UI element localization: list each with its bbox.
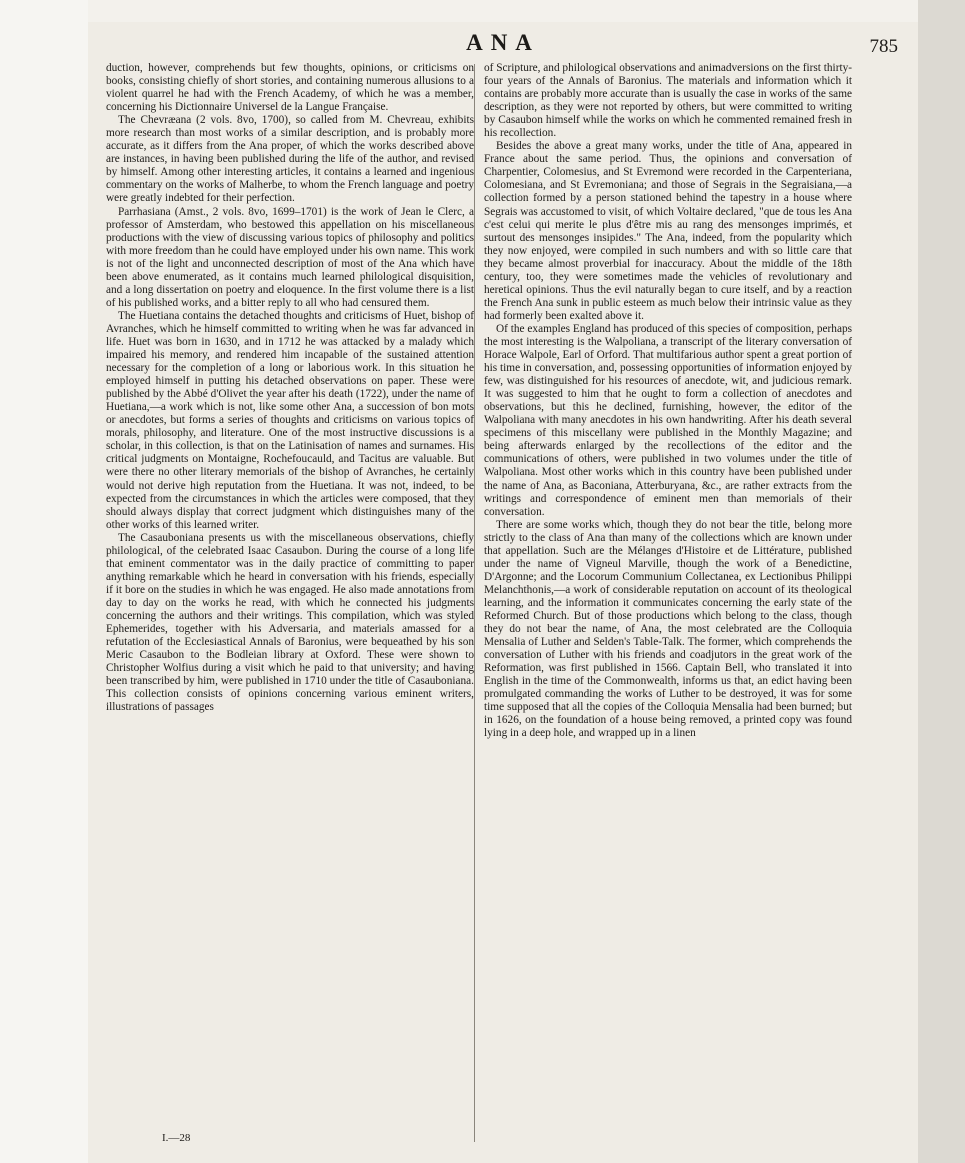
running-head-title: ANA: [466, 30, 540, 55]
paragraph: Parrhasiana (Amst., 2 vols. 8vo, 1699–1701) is the work of Jean le Clerc, a professor of Amsterdam, who bestowed this appellation on his miscellaneous productions with the view of discussing various topics of philosophy and politics with more freedom than he could have employed under his own name. This work is not of the light and unconnected description of most of the Ana which have been above enumerated, as it contains much learned philological disquisition, and a long dissertation on poetry and eloquence. In the first volume there is a list of his published works, and a bitter reply to all who had censured them.: [106, 205, 474, 309]
page-number: 785: [869, 36, 898, 57]
signature-mark: I.—28: [162, 1132, 191, 1144]
paragraph: The Casauboniana presents us with the miscellaneous observations, chiefly philological, of the celebrated Isaac Casaubon. During the course of a long life that eminent commentator was in the daily practice of committing to paper anything remarkable which he heard in conversation with his friends, especially if it bore on the studies in which he was engaged. He also made annotations from day to day on the works he read, with which he connected his judgments concerning the authors and their writings. This compilation, which was styled Ephemerides, together with his Adversaria, and materials amassed for a refutation of the Ecclesiastical Annals of Baronius, were bequeathed by his son Meric Casaubon to the Bodleian library at Oxford. These were shown to Christopher Wolfius during a visit which he paid to that university; and having been transcribed by him, were published in 1710 under the title of Casauboniana. This collection consists of opinions concerning various eminent writers, illustrations of passages: [106, 531, 474, 714]
right-column: [484, 62, 852, 740]
paragraph: Besides the above a great many works, under the title of Ana, appeared in France about the same period. Thus, the opinions and conversation of Charpentier, Colomesius, and St Evremond were recorded in the Carpenteriana, Colomesiana, and St Evremoniana; and those of Segrais in the Segraisiana,—a collection formed by a person stationed behind the tapestry in a house where Segrais was accustomed to visit, of which Voltaire declared, "que de tous les Ana c'est celui qui merite le plus d'être mis au rang des mensonges imprimés, et surtout des mensonges insipides." The Ana, indeed, from the popularity which they now enjoyed, were compiled in such numbers and with so little care that they became almost proverbial for inaccuracy. About the middle of the 18th century, too, they were sometimes made the vehicles of revolutionary and heretical opinions. Thus the evil naturally began to cure itself, and by a reaction the French Ana sunk in public esteem as much below their intrinsic value as they had formerly been exalted above it.: [484, 140, 852, 322]
paragraph: The Huetiana contains the detached thoughts and criticisms of Huet, bishop of Avranches, which he himself committed to writing when he was far advanced in life. Huet was born in 1630, and in 1712 he was attacked by a malady which impaired his memory, and rendered him incapable of the sustained attention necessary for the completion of a long or laborious work. In this situation he employed himself in putting his detached observations on paper. These were published by the Abbé d'Olivet the year after his death (1722), under the name of Huetiana,—a work which is not, like some other Ana, a succession of bon mots or anecdotes, but forms a series of thoughts and criticisms on various topics of morals, philosophy, and literature. One of the most instructive discussions is a scholar, in this collection, is that on the Latinisation of names and surnames. His critical judgments on Montaigne, Rochefoucauld, and Tacitus are valuable. But were there no other literary memorials of the bishop of Avranches, he certainly would not derive high reputation from the Huetiana. It was not, indeed, to be expected from the circumstances in which the articles were composed, that they should always display that correct judgment which distinguishes many of the other works of this learned writer.: [106, 309, 474, 531]
paragraph: There are some works which, though they do not bear the title, belong more strictly to the class of Ana than many of the collections which are known under that appellation. Such are the Mélanges d'Histoire et de Littérature, published under the name of Vigneul Marville, though the work of a Benedictine, D'Argonne; and the Locorum Communium Collectanea, ex Lectionibus Philippi Melanchthonis,—a work of considerable reputation on account of its theological learning, and the information it communicates concerning the early state of the Reformed Church. But of those productions which belong to the class, though they do not bear the name, of Ana, the most celebrated are the Colloquia Mensalia of Luther and Selden's Table-Talk. The former, which comprehends the conversation of Luther with his friends and coadjutors in the great work of the Reformation, was first published in 1566. Captain Bell, who translated it into English in the time of the Commonwealth, informs us that, an edict having been promulgated commanding the works of Luther to be destroyed, it was for some time supposed that all the copies of the Colloquia Mensalia had been burned; but in 1626, on the foundation of a house being removed, a printed copy was found lying in a deep hole, and wrapped up in a linen: [484, 518, 852, 740]
left-column: [106, 62, 474, 714]
scan-margin-left: [0, 0, 88, 1163]
paragraph: The Chevræana (2 vols. 8vo, 1700), so called from M. Chevreau, exhibits more research than most works of a similar description, and is probably more accurate, as it differs from the Ana proper, of which the works described above are instances, in having been published during the life of the author, and revised by himself. Among other interesting articles, it contains a learned and ingenious commentary on the works of Malherbe, to whom the French language and poetry were greatly indebted for their perfection.: [106, 114, 474, 205]
scan-margin-right: [918, 0, 965, 1163]
paragraph: Of the examples England has produced of this species of composition, perhaps the most interesting is the Walpoliana, a transcript of the literary conversation of Horace Walpole, Earl of Orford. That multifarious author spent a great portion of his time in conversation, and, possessing opportunities of information enjoyed by few, was distinguished for his resources of anecdote, wit, and judicious remark. It was suggested to him that he ought to form a collection of anecdotes and observations, but this he declined, furnishing, however, the editor of the Walpoliana with many anecdotes in his own handwriting. After his death several specimens of this miscellany were published in the Monthly Magazine; and being afterwards enlarged by the recollections of the editor and the communications of others, were published in two volumes under the title of Walpoliana. Most other works which in this country have been published under the name of Ana, as Baconiana, Atterburyana, &c., are rather extracts from the writings and correspondence of eminent men than memorials of their conversation.: [484, 322, 852, 518]
paragraph: of Scripture, and philological observations and animadversions on the first thirty-four years of the Annals of Baronius. The materials and information which it contains are probably more accurate than is usually the case in works of the same description, as they were not reported by others, but were committed to writing by Casaubon himself while the works on which he commented remained fresh in his recollection.: [484, 62, 853, 140]
paragraph: duction, however, comprehends but few thoughts, opinions, or criticisms on books, consisting chiefly of short stories, and containing numerous allusions to a violent quarrel he had with the French Academy, of which he was a member, concerning his Dictionnaire Universel de la Langue Française.: [106, 62, 474, 114]
document-page: [88, 22, 918, 1163]
column-divider: [474, 64, 475, 1142]
running-head: [88, 30, 918, 60]
